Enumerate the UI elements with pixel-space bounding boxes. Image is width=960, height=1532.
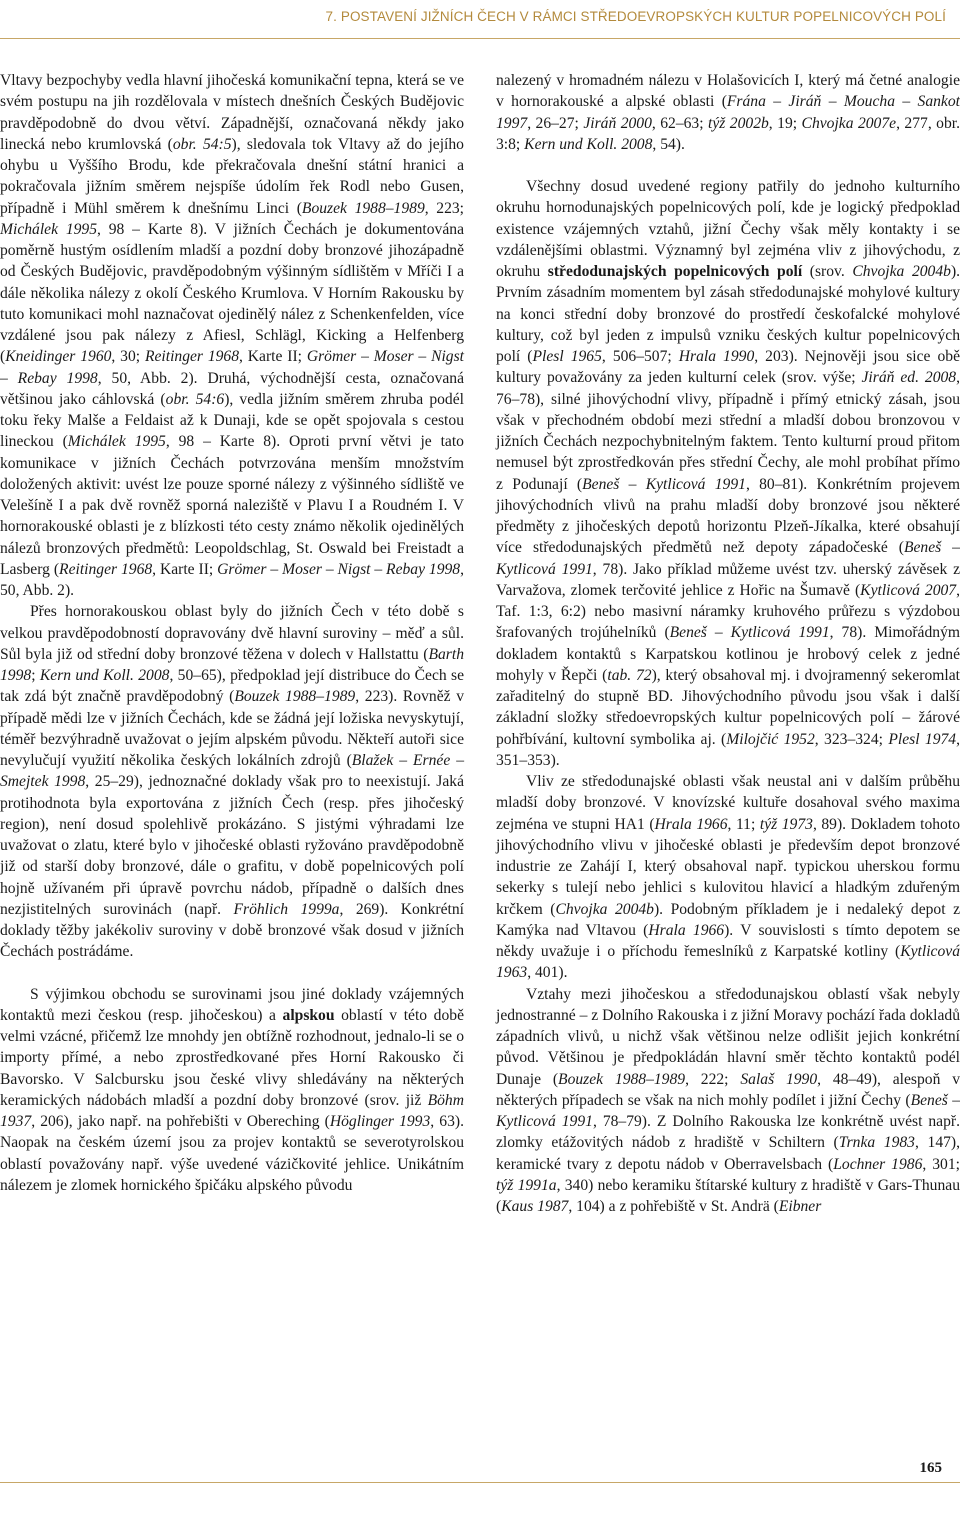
paragraph: nalezený v hromadném nálezu v Holašovicích I, který má četné analogie v hornorakouské a alpské oblasti (Frána – Jiráň – Moucha – Sankot 1997, 26–27; Jiráň 2000, 62–63; týž 2002b, 19; Chvojka 2007e, 277, obr. 3:8; Kern und Koll. 2008, 54). [496, 72, 960, 153]
paragraph: Všechny dosud uvedené regiony patřily do jednoho kulturního okruhu hornodunajských popelnicových polí, kde je logický předpoklad existence vzájemných vztahů, jižní Čechy však měly kontakty i se vzdálenějšími oblastmi. Významný byl zejména vliv z jihovýchodu, z okruhu středodunajských popelnicových polí (srov. Chvojka 2004b). Prvním zásadním momentem byl zásah středodunajské mohylové kultury na konci střední doby bronzové do prostředí českofalcké mohylové kultury, což byl jeden z impulsů vzniku českých kultur popelnicových polí (Plesl 1965, 506–507; Hrala 1990, 203). Nejnověji jsou sice obě kultury považovány za jeden kulturní celek (srov. výše; Jiráň ed. 2008, 76–78), silné jihovýchodní vlivy, případně i přímý etnický zásah, jsou však v přechodném období mezi střední a mladší dobou bronzovou v jižních Čechách nezpochybnitelným faktem. Tento kulturní proud přitom nemusel být zprostředkován přes střední Čechy, ale mohl probíhat přímo z Podunají (Beneš – Kytlicová 1991, 80–81). Konkrétním projevem jihovýchodních vlivů na prahu mladší doby bronzové jsou některé předměty z jihočeských depotů horizontu Plzeň-Jíkalka, které obsahují více středodunajských předmětů než depoty západočeské (Beneš – Kytlicová 1991, 78). Jako příklad můžeme uvést tzv. uherský závěsek z Varvažova, zlomek terčovité jehlice z Hořic na Šumavě (Kytlicová 2007, Taf. 1:3, 6:2) nebo masivní náramky kruhového průřezu s výzdobou šrafovaných trojúhelníků (Beneš – Kytlicová 1991, 78). Mimořádným dokladem kontaktů s Karpatskou kotlinou je hrobový celek z jedné mohyly v Řepči (tab. 72), který obsahoval mj. i dvojramenný sekeromlat zařaditelný do stupně BD. Jihovýchodního původu jsou však i další základní složky středoevropských kultur popelnicových polí – žárové pohřbívání, kultovní symbolika aj. (Milojčić 1952, 323–324; Plesl 1974, 351–353). [496, 178, 960, 769]
right-column [496, 70, 960, 1217]
header-rule [0, 38, 960, 39]
paragraph: Přes hornorakouskou oblast byly do jižních Čech v této době s velkou pravděpodobností dopravovány dvě hlavní suroviny – měď a sůl. Sůl byla již od střední doby bronzové těžena v dolech v Hallstattu (Barth 1998; Kern und Koll. 2008, 50–65), předpoklad její distribuce do Čech se tak zdá být značně pravděpodobný (Bouzek 1988–1989, 223). Rovněž v případě mědi lze v jižních Čechách, kde se žádná její ložiska nevyskytují, téměř bezvýhradně uvažovat o jejím alpském původu. Někteří autoři sice nevylučují využití několika českých lokálních zdrojů (Blažek – Ernée – Smejtek 1998, 25–29), jednoznačné doklady však pro to neexistují. Jaká protihodnota byla exportována z jižních Čech (resp. přes jihočeský region), není dosud spolehlivě prokázáno. S jistými výhradami lze uvažovat o zlatu, které bylo v jihočeské oblasti ryžováno pravděpodobně již od starší doby bronzové, dále o grafitu, v době popelnicových polí hojně užívaném při úpravě povrchu nádob, případně o dalších dnes nezjistitelných surovinách (např. Fröhlich 1999a, 269). Konkrétní doklady těžby jakékoliv suroviny v době bronzové však dosud v jižních Čechách postrádáme. [0, 603, 465, 961]
page-number: 165 [919, 1460, 942, 1476]
footer-rule [0, 1482, 960, 1483]
paragraph: Vliv ze středodunajské oblasti však neustal ani v dalším průběhu mladší doby bronzové. V knovízské kultuře dosahoval svého maxima zejména ve stupni HA1 (Hrala 1966, 11; týž 1973, 89). Dokladem tohoto jihovýchodního vlivu v jihočeské oblasti je především depot bronzové industrie ze Zahájí I, který obsahoval např. typickou uherskou formu sekerky s tulejí nebo jehlici s kulovitou hlavicí a hladkým zduřeným krčkem (Chvojka 2004b). Podobným příkladem je i nedaleký depot z Kamýka nad Vltavou (Hrala 1966). V souvislosti s tímto depotem se někdy uvažuje i o příchodu řemeslníků z Karpatské kotliny (Kytlicová 1963, 401). [496, 773, 960, 982]
paragraph: S výjimkou obchodu se surovinami jsou jiné doklady vzájemných kontaktů mezi českou (resp. jihočeskou) a alpskou oblastí v této době velmi vzácné, přičemž lze mnohdy jen obtížně rozhodnout, jednalo-li se o importy přímé, a nebo zprostředkované přes Horní Rakousko či Bavorsko. V Salcbursku jsou české vlivy shledávány na některých keramických nádobách mladší a pozdní doby bronzové (srov. již Böhm 1937, 206), jako např. na pohřebišti v Obereching (Höglinger 1993, 63). Naopak na českém území jsou za projev kontaktů se severotyrolskou oblastí považovány např. výše uvedené vázičkovité jehlice. Unikátním nálezem je zlomek hornického špičáku alpského původu [0, 985, 464, 1194]
paragraph: Vztahy mezi jihočeskou a středodunajskou oblastí však nebyly jednostranné – z Dolního Rakouska i z jižní Moravy pochází řada dokladů západních vlivů, u nichž však většinou nelze odlišit jejich konkrétní původ. Většinou je předpokládán hlavní směr těchto kontaktů podél Dunaje (Bouzek 1988–1989, 222; Salaš 1990, 48–49), alespoň v některých případech se však na nich mohly podílet i jižní Čechy (Beneš – Kytlicová 1991, 78–79). Z Dolního Rakouska lze konkrétně uvést např. zlomky etážovitých nádob z hradiště v Schiltern (Trnka 1983, 147), keramické tvary z depotu nádob v Oberravelsbach (Lochner 1986, 301; týž 1991a, 340) nebo keramiku štítarské kultury z hradiště v Gars-Thunau (Kaus 1987, 104) a z pohřebiště v St. Andrä (Eibner [496, 985, 960, 1215]
running-header [0, 0, 960, 42]
running-header-title: 7. POSTAVENÍ JIŽNÍCH ČECH V RÁMCI STŘEDOEVROPSKÝCH KULTUR POPELNICOVÝCH POLÍ [325, 9, 946, 24]
left-column [0, 70, 464, 1196]
paragraph: Vltavy bezpochyby vedla hlavní jihočeská komunikační tepna, která se ve svém postupu na jih rozdělovala v místech dnešních Českých Budějovic pravděpodobně do dvou větví. Západnější, označovaná někdy jako linecká nebo krumlovská (obr. 54:5), sledovala tok Vltavy až do jejího ohybu u Vyššího Brodu, kde překračovala dnešní státní hranici a pokračovala jižním směrem nejspíše údolím řek Rodl nebo Gusen, případně i Mühl směrem k dnešnímu Linci (Bouzek 1988–1989, 223; Michálek 1995, 98 – Karte 8). V jižních Čechách je dokumentována poměrně hustým osídlením mladší a pozdní doby bronzové jihozápadně od Českých Budějovic, pravděpodobným výšinným sídlištěm v Mříči I a dále několika nálezy z okolí Českého Krumlova. V Horním Rakousku by tuto komunikaci mohl naznačovat ojedinělý nález z Schenkenfelden, více vzdálené jsou pak nálezy z Afiesl, Schlägl, Kicking a Helfenberg (Kneidinger 1960, 30; Reitinger 1968, Karte II; Grömer – Moser – Nigst – Rebay 1998, 50, Abb. 2). Druhá, východnější cesta, označovaná většinou jako cáhlovská (obr. 54:6), vedla jižním směrem zhruba podél toku řeky Malše a Feldaist až k Dunaji, kde se opět spojovala s cestou lineckou (Michálek 1995, 98 – Karte 8). Oproti první větvi je tato komunikace v jižních Čechách potvrzována menším množstvím doložených aktivit: uvést lze pouze sporné nálezy z výšinného sídliště ve Velešíně I a pak dvě rovněž sporná naleziště v Plavu I a Roudném I. V hornorakouské oblasti je z blízkosti této cesty známo několik ojedinělých nálezů bronzových předmětů: Leopoldschlag, St. Oswald bei Freistadt a Lasberg (Reitinger 1968, Karte II; Grömer – Moser – Nigst – Rebay 1998, 50, Abb. 2). [0, 72, 465, 599]
